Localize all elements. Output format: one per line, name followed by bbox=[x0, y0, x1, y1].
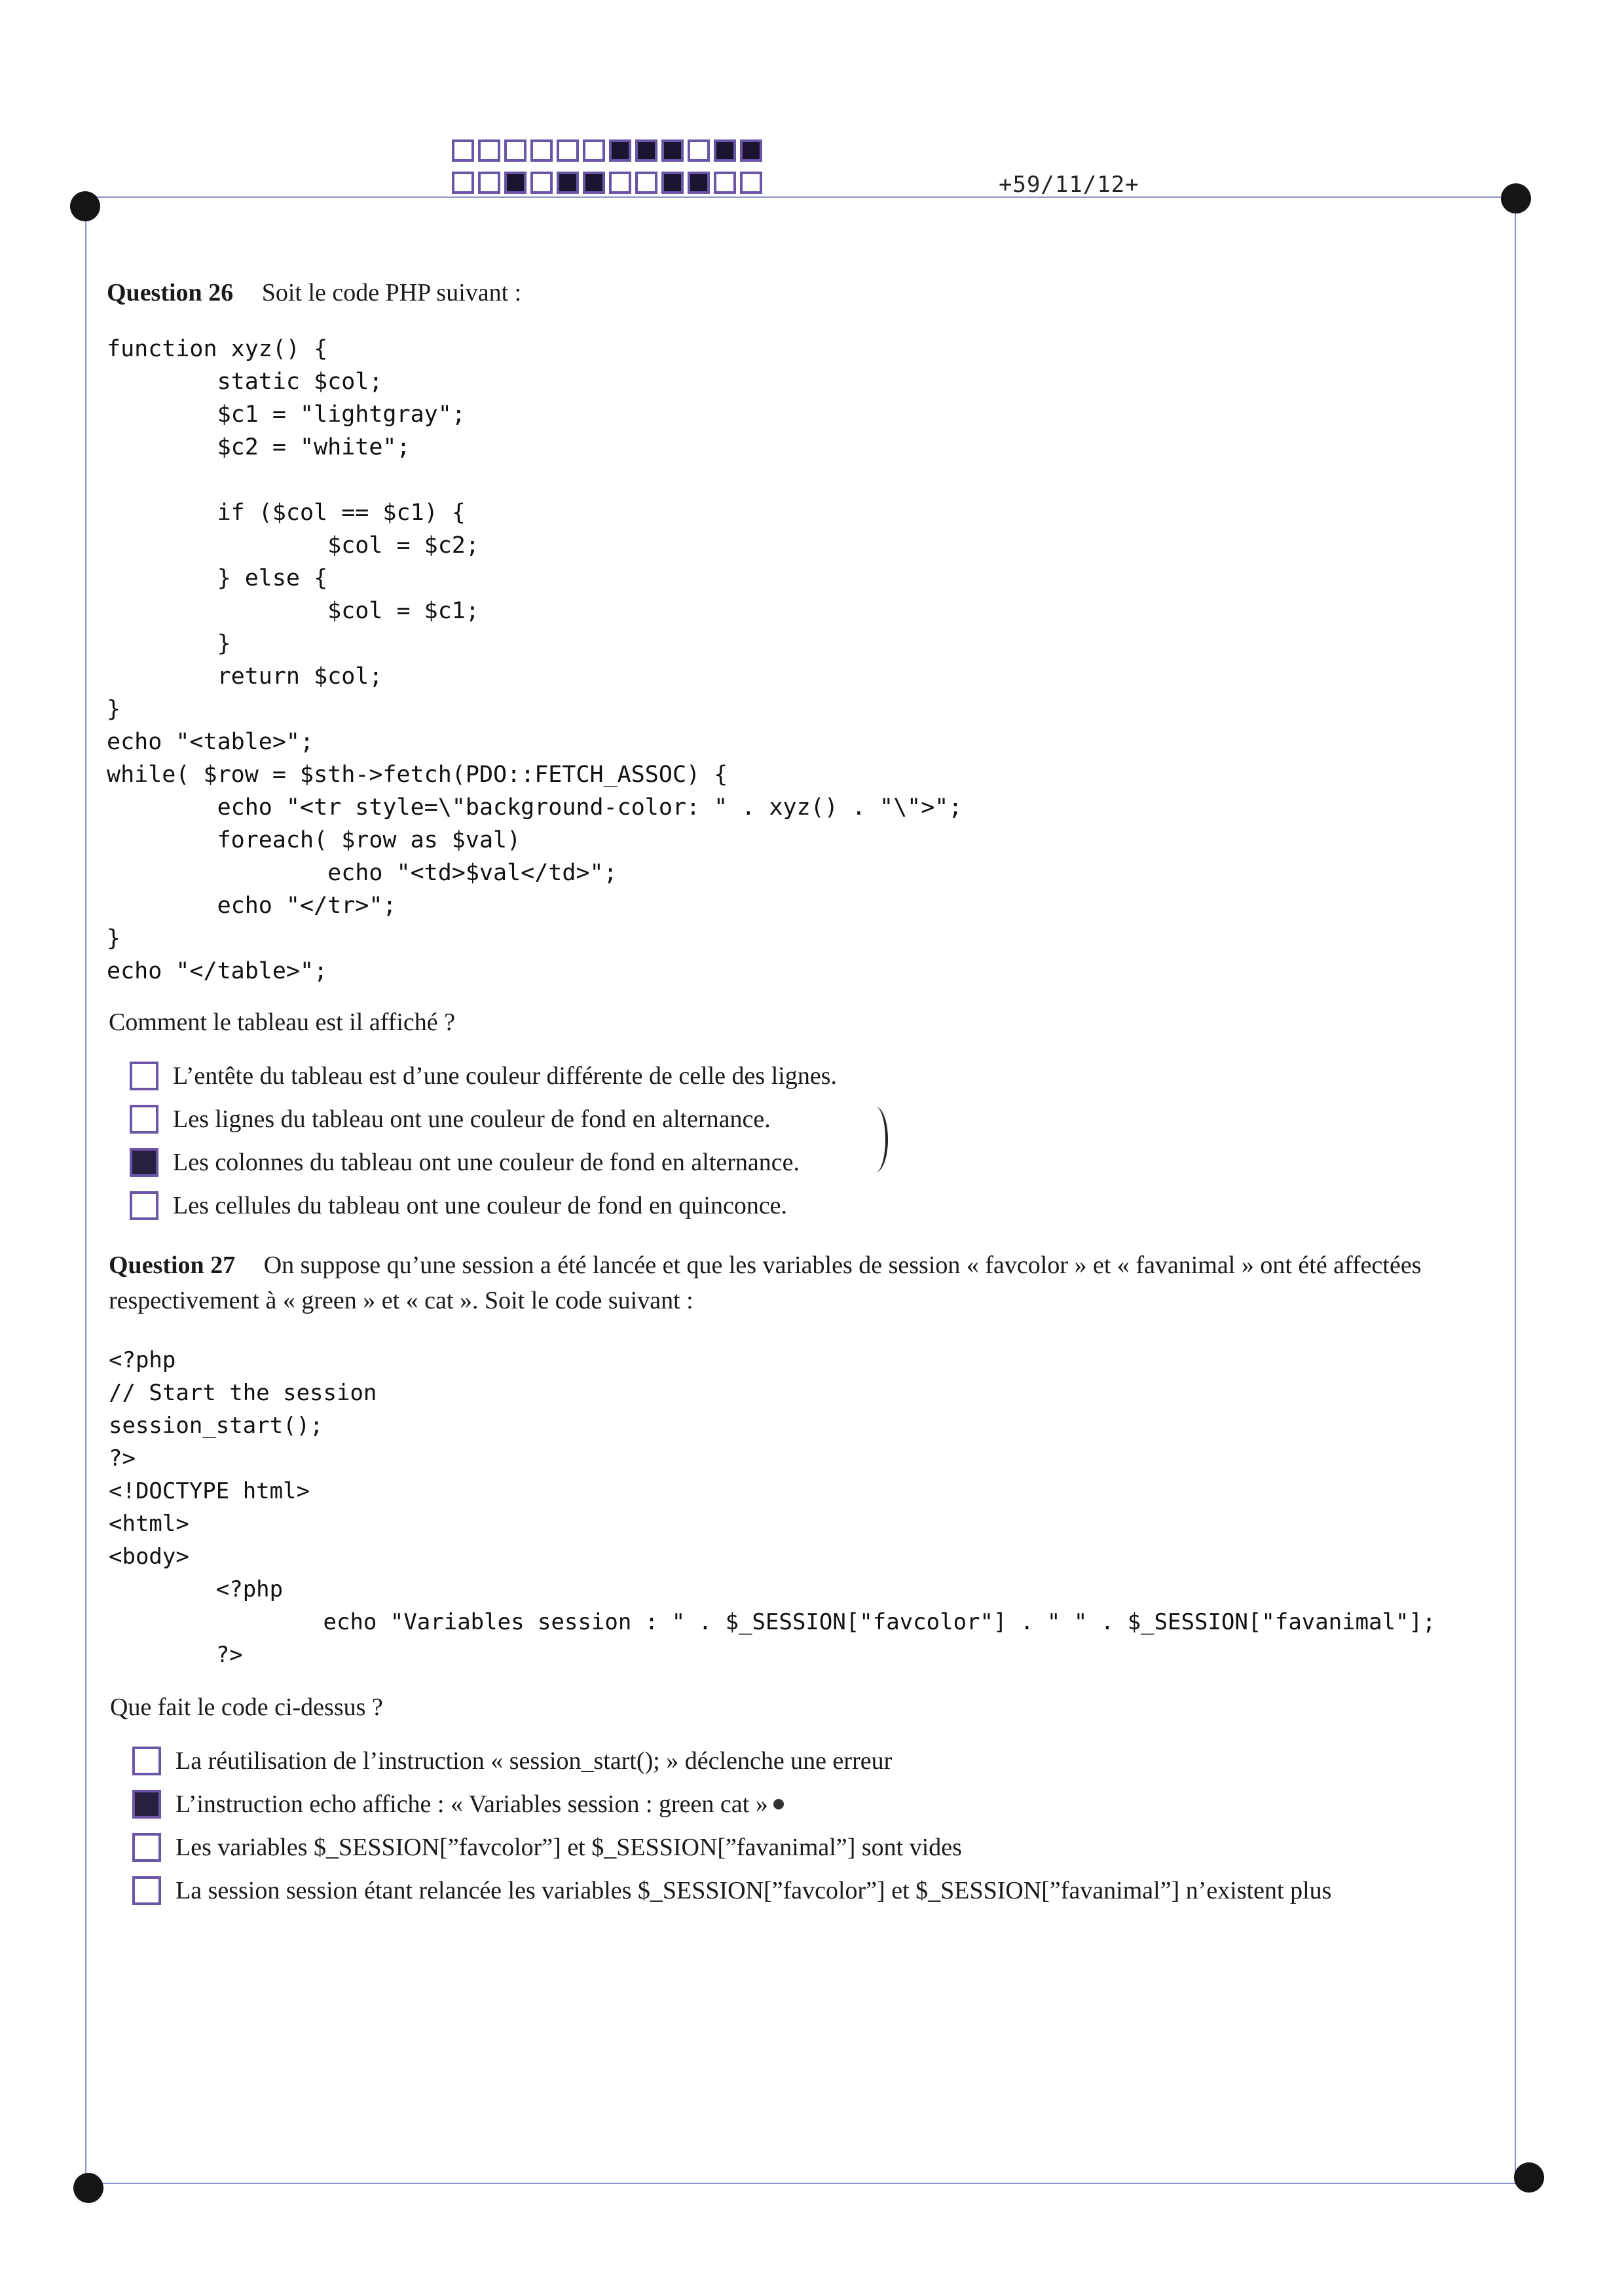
answer-checkbox[interactable] bbox=[132, 1747, 161, 1775]
question-27-code: <?php // Start the session session_start(); ?> <!DOCTYPE html> <html> <body> <?php echo "Variables session : " . $_SESSION["favcolor"] . " " . $_SESSION["favanimal"]; ?> bbox=[109, 1347, 1436, 1668]
barcode-cell bbox=[688, 139, 710, 162]
answer-text: Les cellules du tableau ont une couleur de fond en quinconce. bbox=[173, 1192, 788, 1219]
answer-checkbox[interactable] bbox=[130, 1148, 158, 1177]
answer-option[interactable] bbox=[130, 1184, 837, 1227]
question-27-answers bbox=[132, 1739, 1331, 1912]
corner-mark-bottom-left bbox=[73, 2173, 103, 2203]
barcode-cell bbox=[452, 139, 474, 162]
ink-dot bbox=[773, 1799, 784, 1809]
barcode-cell bbox=[452, 172, 474, 194]
answer-option[interactable] bbox=[130, 1141, 837, 1184]
answer-text: L’instruction echo affiche : « Variables session : green cat » bbox=[175, 1790, 768, 1818]
answer-option[interactable] bbox=[132, 1783, 1331, 1826]
question-27-prompt: Que fait le code ci-dessus ? bbox=[110, 1694, 383, 1721]
barcode-cell bbox=[478, 172, 500, 194]
question-26-intro: Soit le code PHP suivant : bbox=[261, 279, 522, 306]
question-26-answers bbox=[130, 1054, 837, 1227]
barcode-cell bbox=[661, 172, 684, 194]
answer-checkbox[interactable] bbox=[130, 1105, 158, 1134]
barcode-cell bbox=[504, 172, 526, 194]
barcode-cell bbox=[557, 139, 579, 162]
answer-checkbox[interactable] bbox=[132, 1833, 161, 1862]
question-26-label: Question 26 bbox=[107, 279, 234, 306]
barcode-cell bbox=[557, 172, 579, 194]
answer-option[interactable] bbox=[132, 1869, 1331, 1912]
barcode-cell bbox=[661, 139, 684, 162]
question-27-intro: On suppose qu’une session a été lancée et que les variables de session « favcolor » et « favanimal » ont été affectées respectivement à « green » et « cat ». Soit le code suivant : bbox=[109, 1251, 1422, 1314]
barcode-cell bbox=[688, 172, 710, 194]
answer-text: Les variables $_SESSION[”favcolor”] et $_SESSION[”favanimal”] sont vides bbox=[175, 1834, 962, 1861]
answer-text: Les lignes du tableau ont une couleur de fond en alternance. bbox=[173, 1105, 771, 1133]
question-26-code: function xyz() { static $col; $c1 = "lightgray"; $c2 = "white"; if ($col == $c1) { $col = $c2; } else { $col = $c1; } return $col; } echo "<table>"; while( $row = $sth->fetch(PDO::FETCH_ASSOC) { echo "<tr style=\"background-color: " . xyz() . "\">"; foreach( $row as $val) echo "<td>$val</td>"; echo "</tr>"; } echo "</table>"; bbox=[107, 336, 963, 984]
barcode-cell bbox=[740, 139, 762, 162]
barcode-cell bbox=[714, 139, 736, 162]
question-27-label: Question 27 bbox=[109, 1251, 236, 1279]
barcode-cell bbox=[478, 139, 500, 162]
answer-option[interactable] bbox=[132, 1826, 1331, 1869]
answer-option[interactable] bbox=[130, 1098, 837, 1141]
barcode-cell bbox=[609, 172, 631, 194]
answer-checkbox[interactable] bbox=[130, 1062, 158, 1090]
barcode-cell bbox=[740, 172, 762, 194]
barcode-cell bbox=[504, 139, 526, 162]
barcode-row-top bbox=[452, 139, 766, 162]
question-26-header bbox=[107, 275, 521, 310]
answer-text: L’entête du tableau est d’une couleur différente de celle des lignes. bbox=[173, 1062, 837, 1090]
corner-mark-bottom-right bbox=[1514, 2162, 1544, 2193]
barcode-cell bbox=[635, 139, 657, 162]
corner-mark-top-left bbox=[70, 191, 100, 221]
barcode-cell bbox=[714, 172, 736, 194]
barcode-cell bbox=[583, 172, 605, 194]
question-26-prompt: Comment le tableau est il affiché ? bbox=[109, 1009, 455, 1036]
barcode-cell bbox=[635, 172, 657, 194]
barcode-cell bbox=[530, 172, 553, 194]
answer-option[interactable] bbox=[132, 1739, 1331, 1783]
answer-text: La session session étant relancée les variables $_SESSION[”favcolor”] et $_SESSION[”favanimal”] n’existent plus bbox=[175, 1877, 1332, 1904]
barcode-row-bottom bbox=[452, 172, 766, 194]
page-id: +59/11/12+ bbox=[999, 172, 1139, 198]
answer-text: La réutilisation de l’instruction « session_start(); » déclenche une erreur bbox=[175, 1747, 893, 1775]
handwritten-bracket bbox=[863, 1107, 888, 1172]
barcode-cell bbox=[583, 139, 605, 162]
question-27-header bbox=[109, 1248, 1504, 1318]
answer-checkbox[interactable] bbox=[132, 1876, 161, 1905]
answer-text: Les colonnes du tableau ont une couleur de fond en alternance. bbox=[173, 1149, 800, 1176]
barcode-cell bbox=[530, 139, 553, 162]
barcode-cell bbox=[609, 139, 631, 162]
corner-mark-top-right bbox=[1501, 183, 1531, 213]
answer-option[interactable] bbox=[130, 1054, 837, 1098]
answer-checkbox[interactable] bbox=[132, 1790, 161, 1819]
answer-checkbox[interactable] bbox=[130, 1191, 158, 1220]
